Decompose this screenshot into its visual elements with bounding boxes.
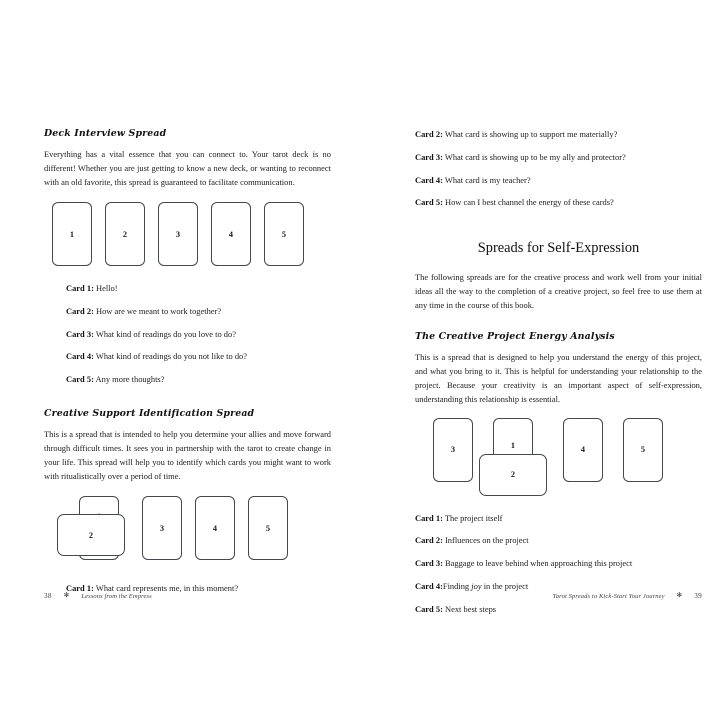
list-item — [415, 580, 702, 593]
card-number: 4 — [228, 229, 234, 239]
card-label: Card 3: — [415, 558, 443, 569]
card-text: Baggage to leave behind when approaching this project — [445, 558, 633, 569]
tarot-card-position-3 — [142, 496, 182, 560]
tarot-card-position-2 — [57, 514, 125, 556]
card-label: Card 3: — [415, 151, 443, 162]
card-text: Hello! — [96, 283, 118, 294]
card-meanings-creative-project-energy — [415, 512, 702, 616]
card-text-pre: Finding — [442, 580, 472, 591]
list-item — [415, 534, 702, 547]
list-item — [66, 305, 331, 318]
list-item — [66, 373, 331, 386]
card-text: What card is my teacher? — [444, 174, 531, 185]
card-label: Card 2: — [415, 535, 443, 546]
list-item — [415, 151, 702, 164]
card-label: Card 2: — [66, 305, 94, 316]
tarot-card-position-5 — [264, 202, 304, 266]
list-item — [415, 603, 702, 616]
card-text: Next best steps — [445, 603, 497, 614]
card-number: 3 — [175, 229, 181, 239]
card-label: Card 5: — [415, 603, 443, 614]
page-number-left: 38 — [44, 592, 52, 600]
card-label: Card 4: — [66, 351, 94, 362]
tarot-card-position-2 — [105, 202, 145, 266]
card-text: How can I best channel the energy of these cards? — [445, 197, 614, 208]
left-page — [44, 128, 331, 595]
card-label: Card 5: — [66, 374, 94, 385]
list-item — [415, 512, 702, 525]
card-number: 1 — [510, 441, 516, 451]
diagram-creative-project-energy-spread — [433, 416, 702, 500]
list-item — [66, 282, 331, 295]
card-text: What kind of readings do you love to do? — [95, 328, 236, 339]
footer-right-page — [415, 592, 702, 600]
tarot-card-position-4 — [211, 202, 251, 266]
tarot-card-position-5 — [623, 418, 663, 482]
card-number: 3 — [450, 445, 456, 455]
card-text: How are we meant to work together? — [96, 305, 222, 316]
list-item — [66, 350, 331, 363]
card-label: Card 4: — [415, 580, 443, 591]
card-meanings-deck-interview — [44, 282, 331, 386]
card-label: Card 1: — [66, 583, 94, 594]
card-text: Influences on the project — [445, 535, 529, 546]
tarot-card-position-4 — [195, 496, 235, 560]
flower-ornament-icon: ✻ — [676, 591, 683, 599]
tarot-card-position-4 — [563, 418, 603, 482]
list-item — [415, 557, 702, 570]
spread-intro-creative-support: This is a spread that is intended to help you determine your allies and move forward through difficult times. It sees you in partnership with the tarot to create change in your life. This spread will help you to identify which cards you might want to work with ritualistically over a period of time. — [44, 428, 331, 482]
card-number: 2 — [122, 229, 128, 239]
list-item — [415, 128, 702, 141]
chapter-heading-spreads-for-self-expression: Spreads for Self-Expression — [477, 240, 640, 257]
list-item — [66, 328, 331, 341]
tarot-card-position-1 — [52, 202, 92, 266]
spread-heading-deck-interview: Deck Interview Spread — [44, 128, 167, 139]
list-item — [415, 196, 702, 209]
footer-left-page — [44, 592, 152, 600]
spread-intro-deck-interview: Everything has a vital essence that you can connect to. Your tarot deck is no different! Whether you are just getting to know a new deck, or wanting to reconnect with an old favorite, this spread is guaranteed to facilitate communication. — [44, 148, 331, 187]
tarot-card-position-2 — [479, 454, 547, 496]
card-number: 5 — [281, 229, 287, 239]
card-number: 2 — [88, 530, 94, 540]
card-label: Card 3: — [66, 328, 94, 339]
card-number: 5 — [640, 445, 646, 455]
card-number: 2 — [510, 470, 516, 480]
card-text: What card represents me, in this moment? — [95, 583, 239, 594]
spread-intro-creative-project-energy: This is a spread that is designed to help you understand the energy of this project, and what you bring to it. This is helpful for understanding your relationship to the project. Because your creativity is an important aspect of self-expression, understanding this relationship is essential. — [415, 352, 702, 405]
running-head-right: Tarot Spreads to Kick-Start Your Journey — [552, 592, 665, 600]
card-number: 5 — [265, 523, 271, 533]
diagram-creative-support-spread — [52, 492, 331, 572]
diagram-deck-interview-spread — [52, 198, 331, 276]
tarot-card-position-3 — [158, 202, 198, 266]
spread-heading-creative-project-energy: The Creative Project Energy Analysis — [415, 331, 615, 343]
flower-ornament-icon: ✻ — [63, 591, 70, 599]
card-text: What card is showing up to be my ally and protector? — [444, 151, 626, 162]
card-number: 4 — [580, 445, 586, 455]
card-label: Card 1: — [66, 283, 94, 294]
page-number-right: 39 — [694, 592, 702, 600]
card-text-emphasis: joy — [471, 580, 482, 591]
running-head-left: Lessons from the Empress — [81, 592, 152, 600]
tarot-card-position-5 — [248, 496, 288, 560]
card-number: 4 — [212, 523, 218, 533]
card-label: Card 1: — [415, 512, 443, 523]
card-text: The project itself — [444, 512, 503, 523]
card-text: What card is showing up to support me materially? — [444, 129, 618, 139]
card-label: Card 4: — [415, 174, 443, 185]
card-label: Card 2: — [415, 129, 443, 139]
card-text-post: in the project — [481, 580, 529, 591]
spread-heading-creative-support: Creative Support Identification Spread — [44, 408, 255, 420]
chapter-intro: The following spreads are for the creative process and work well from your initial ideas all the way to the completion of a creative project, so feel free to use them at any time in the course of this book. — [415, 272, 702, 311]
right-page — [415, 128, 702, 616]
card-text: Any more thoughts? — [95, 374, 165, 385]
card-meanings-continued — [415, 128, 702, 209]
card-label: Card 5: — [415, 197, 443, 208]
card-text: What kind of readings do you not like to do? — [95, 351, 248, 362]
list-item — [415, 174, 702, 187]
card-number: 3 — [159, 523, 165, 533]
card-number: 1 — [69, 229, 75, 239]
tarot-card-position-3 — [433, 418, 473, 482]
